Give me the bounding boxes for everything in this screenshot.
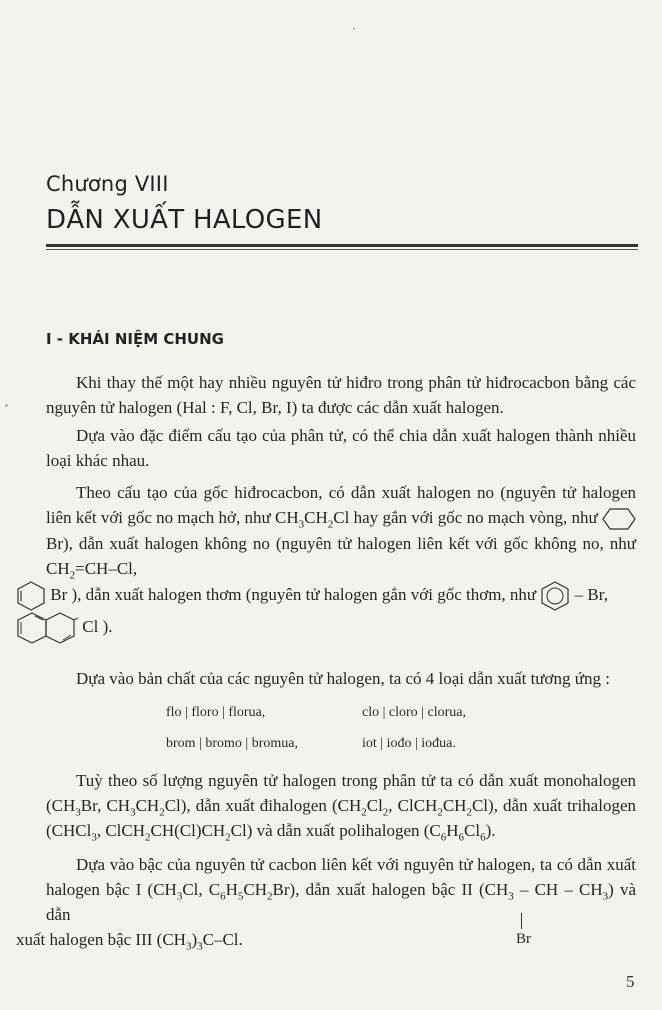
paragraph-halogen-count bbox=[46, 768, 636, 843]
text-run: ). bbox=[102, 617, 113, 636]
subscript: 3 bbox=[602, 890, 609, 903]
bond-line bbox=[521, 913, 522, 929]
text-run: Br), bbox=[46, 534, 73, 554]
subscript: 2 bbox=[225, 831, 231, 844]
text-run: Dựa vào bậc của nguyên tử cacbon liên kết với nguyên tử halogen, ta có dẫn xuất halogen bậc I (CH bbox=[46, 855, 636, 899]
subscript: 2 bbox=[327, 518, 334, 531]
subscript: 3 bbox=[130, 806, 136, 819]
text-run: CH bbox=[135, 796, 160, 815]
subscript: 3 bbox=[197, 940, 203, 953]
text-run: Br), dẫn xuất halogen bậc II (CH bbox=[272, 880, 509, 899]
paragraph-halogen-nature: Dựa vào bản chất của các nguyên tử halogen, ta có 4 loại dẫn xuất tương ứng : bbox=[76, 669, 610, 688]
header-dot: · bbox=[352, 22, 356, 36]
subscript: 2 bbox=[466, 806, 472, 819]
text-run: Cl) và dẫn xuất polihalogen (C bbox=[230, 821, 441, 840]
bromine-substituent: Br bbox=[516, 931, 531, 947]
text-run: CH bbox=[243, 880, 268, 899]
text-run: Cl, C bbox=[182, 880, 221, 899]
text-run: Cl bbox=[82, 617, 99, 636]
text-run: Tuỳ theo số lượng nguyên tử halogen trong phân tử ta có dẫn xuất monohalogen (CH bbox=[46, 771, 636, 815]
subscript: 6 bbox=[458, 831, 465, 844]
subscript: 5 bbox=[237, 890, 244, 903]
paragraph-structure bbox=[46, 480, 636, 645]
text-run: Cl hay gắn với gốc no mạch vòng, như bbox=[333, 508, 598, 527]
subscript: 2 bbox=[69, 569, 76, 582]
benzene-ring-icon bbox=[540, 581, 570, 611]
text-run: Br ), dẫn xuất halogen thơm (nguyên tử halogen gắn với gốc thơm, như bbox=[50, 585, 537, 604]
text-run: C–Cl. bbox=[202, 930, 243, 949]
subscript: 2 bbox=[145, 831, 151, 844]
halogen-list-item: clo | cloro | clorua, bbox=[362, 705, 466, 720]
halogen-list-item: flo | floro | florua, bbox=[166, 705, 266, 720]
paragraph-carbon-order bbox=[16, 852, 637, 953]
subscript: 6 bbox=[440, 831, 447, 844]
text-run: , ClCH bbox=[96, 821, 146, 840]
text-run: CH bbox=[442, 796, 467, 815]
text-run: xuất halogen bậc III (CH bbox=[16, 930, 186, 949]
text-run: H bbox=[225, 880, 238, 899]
chapter-rule-thin bbox=[46, 249, 638, 250]
subscript: 3 bbox=[185, 940, 192, 953]
text-run: – Br, bbox=[574, 585, 608, 604]
text-run: dẫn xuất halogen không no (nguyên tử halogen liên kết với gốc không no, như CH bbox=[46, 534, 636, 579]
chapter-label: Chương VIII bbox=[46, 172, 169, 196]
text-run: Cl bbox=[464, 821, 481, 840]
text-run: – CH – CH bbox=[519, 880, 603, 899]
text-run: H bbox=[446, 821, 459, 840]
subscript: 2 bbox=[159, 806, 165, 819]
subscript: 2 bbox=[382, 806, 389, 819]
page-number: 5 bbox=[626, 972, 635, 991]
text-run: Cl bbox=[366, 796, 383, 815]
cyclohexene-ring-icon bbox=[16, 581, 46, 611]
subscript: 3 bbox=[75, 806, 81, 819]
halogen-list-item: iot | iođo | iođua. bbox=[362, 736, 456, 751]
subscript: 2 bbox=[437, 806, 443, 819]
subscript: 3 bbox=[176, 890, 183, 903]
text-run: Theo cấu tạo của gốc hiđrocacbon, có dẫn xuất halogen no (nguyên tử halogen liên kết với gốc no mạch hở, như CH bbox=[46, 483, 636, 527]
text-run: ). bbox=[485, 821, 496, 840]
section-heading: I - KHÁI NIỆM CHUNG bbox=[46, 330, 224, 348]
subscript: 6 bbox=[220, 890, 226, 903]
cyclohexane-ring-icon bbox=[602, 507, 636, 531]
halogen-list-item: brom | bromo | bromua, bbox=[166, 736, 298, 751]
text-run: CH bbox=[304, 508, 328, 527]
naphthalene-ring-icon bbox=[16, 611, 78, 645]
subscript: 3 bbox=[508, 890, 514, 903]
text-run: =CH–Cl, bbox=[75, 559, 138, 579]
text-run: , ClCH bbox=[388, 796, 438, 815]
chapter-title: DẪN XUẤT HALOGEN bbox=[46, 205, 323, 235]
text-run: ) bbox=[191, 930, 198, 949]
subscript: 3 bbox=[91, 831, 97, 844]
text-run: Cl), dẫn xuất đihalogen (CH bbox=[164, 796, 362, 815]
subscript: 2 bbox=[361, 806, 367, 819]
subscript: 3 bbox=[298, 518, 305, 531]
subscript: 6 bbox=[480, 831, 486, 844]
paragraph-definition: Khi thay thế một hay nhiều nguyên tử hiđro trong phân tử hiđrocacbon bằng các nguyên tử halogen (Hal : F, Cl, Br, I) ta được các dẫn xuất halogen. bbox=[46, 373, 636, 417]
text-run: ) và dẫn bbox=[46, 880, 637, 924]
text-run: Cl), dẫn xuất trihalogen (CHCl bbox=[46, 796, 636, 840]
paragraph-classification: Dựa vào đặc điểm cấu tạo của phân tử, có thể chia dẫn xuất halogen thành nhiều loại khác nhau. bbox=[46, 426, 636, 470]
subscript: 2 bbox=[267, 890, 273, 903]
text-run: CH(Cl)CH bbox=[150, 821, 226, 840]
margin-dot: · bbox=[4, 396, 10, 415]
chapter-rule-thick bbox=[46, 244, 638, 247]
text-run: Br, CH bbox=[80, 796, 131, 815]
